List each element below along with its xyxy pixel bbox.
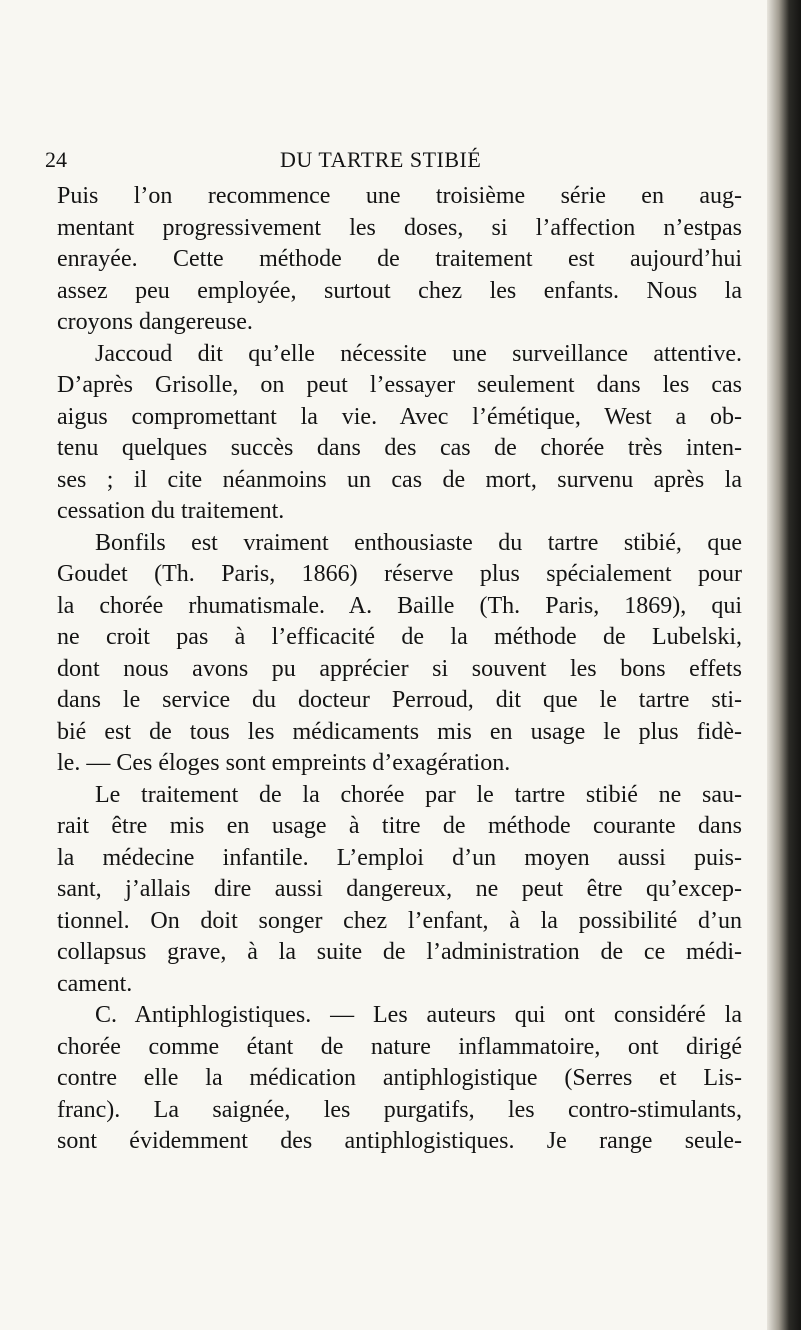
text-line: Goudet (Th. Paris, 1866) réserve plus spécialement pour (57, 561, 742, 587)
text-line: franc). La saignée, les purgatifs, les contro-stimulants, (57, 1096, 742, 1123)
text-line: contre elle la médication antiphlogistique (Serres et Lis- (57, 1065, 742, 1091)
text-line: la médecine infantile. L’emploi d’un moyen aussi puis- (57, 844, 742, 871)
text-line: mentant progressivement les doses, si l’affection n’estpas (57, 214, 742, 241)
text-line: Jaccoud dit qu’elle nécessite une surveillance attentive. (95, 340, 742, 367)
text-line: ne croit pas à l’efficacité de la méthode de Lubelski, (57, 624, 742, 650)
text-line: bié est de tous les médicaments mis en usage le plus fidè- (57, 718, 742, 745)
text-line: ses ; il cite néanmoins un cas de mort, survenu après la (57, 466, 742, 493)
text-line: cessation du traitement. (57, 498, 285, 524)
text-line: Puis l’on recommence une troisième série en aug- (57, 183, 742, 209)
text-line: rait être mis en usage à titre de méthode courante dans (57, 813, 742, 839)
text-line: D’après Grisolle, on peut l’essayer seulement dans les cas (57, 372, 742, 398)
text-line: croyons dangereuse. (57, 309, 253, 335)
running-title: DU TARTRE STIBIÉ (280, 147, 482, 172)
text-line: sont évidemment des antiphlogistiques. Je range seule- (57, 1128, 742, 1154)
text-line: dans le service du docteur Perroud, dit que le tartre sti- (57, 687, 742, 713)
text-line: cament. (57, 970, 133, 997)
text-line: Bonfils est vraiment enthousiaste du tartre stibié, que (95, 529, 742, 556)
text-line: sant, j’allais dire aussi dangereux, ne peut être qu’excep- (57, 876, 742, 902)
text-line: tionnel. On doit songer chez l’enfant, à la possibilité d’un (57, 907, 742, 934)
text-line: assez peu employée, surtout chez les enfants. Nous la (57, 277, 742, 304)
text-line: tenu quelques succès dans des cas de chorée très inten- (57, 435, 742, 461)
text-line: aigus compromettant la vie. Avec l’émétique, West a ob- (57, 403, 742, 430)
page-header (45, 147, 745, 173)
text-line: le. — Ces éloges sont empreints d’exagération. (57, 750, 511, 776)
text-line: collapsus grave, à la suite de l’administration de ce médi- (57, 939, 742, 965)
text-line: dont nous avons pu apprécier si souvent les bons effets (57, 655, 742, 682)
text-line: Le traitement de la chorée par le tartre stibié ne sau- (95, 781, 742, 808)
body-text (57, 181, 742, 1158)
text-line: la chorée rhumatismale. A. Baille (Th. Paris, 1869), qui (57, 592, 742, 619)
text-line: enrayée. Cette méthode de traitement est aujourd’hui (57, 246, 742, 272)
page-number: 24 (45, 147, 67, 172)
page-binding-edge (767, 0, 801, 1330)
text-line: C. Antiphlogistiques. — Les auteurs qui ont considéré la (95, 1002, 742, 1028)
text-line: chorée comme étant de nature inflammatoire, ont dirigé (57, 1033, 742, 1060)
